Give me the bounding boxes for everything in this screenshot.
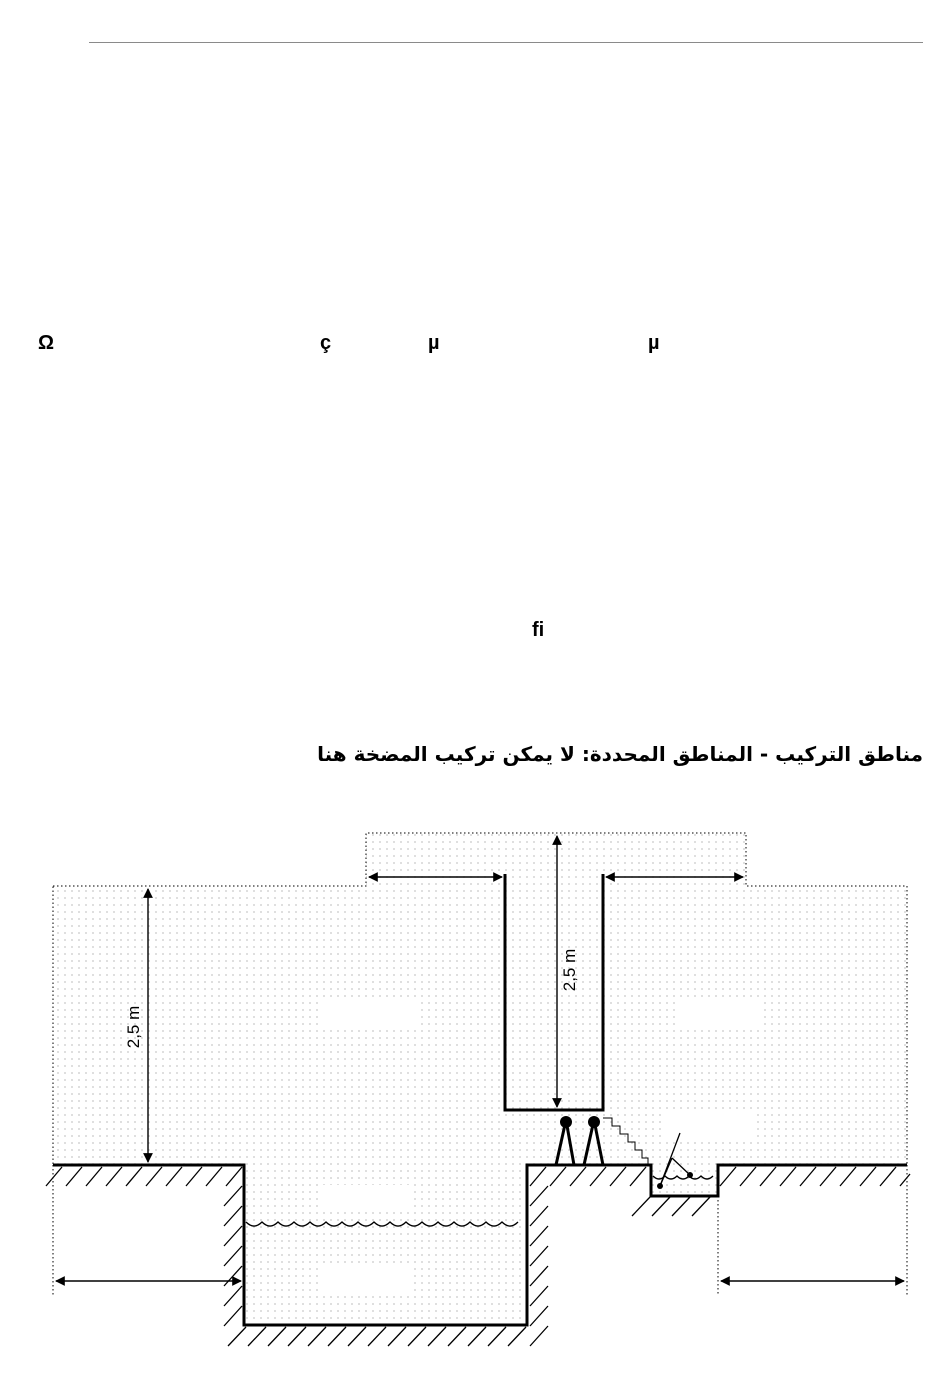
stray-glyph-mu-right: µ: [648, 332, 660, 354]
basin-point-a: [657, 1183, 663, 1189]
stray-glyph-fi: ﬁ: [532, 619, 545, 641]
installation-zones-diagram: [0, 820, 950, 1360]
basin-point-b: [687, 1172, 693, 1178]
stray-glyph-omega: Ω: [38, 332, 55, 354]
dimension-label-left: 2,5 m: [124, 1005, 143, 1049]
support-joint-right: [588, 1116, 600, 1128]
section-heading: مناطق التركيب - المناطق المحددة: لا يمكن تركيب المضخة هنا: [317, 742, 923, 766]
stray-glyph-mu-left: µ: [428, 332, 440, 354]
restricted-zone: [53, 833, 907, 1325]
support-joint-left: [560, 1116, 572, 1128]
stray-glyph-cedilla: ç: [320, 332, 332, 354]
dimension-label-center: 2,5 m: [560, 948, 579, 992]
header-rule: [89, 42, 923, 43]
